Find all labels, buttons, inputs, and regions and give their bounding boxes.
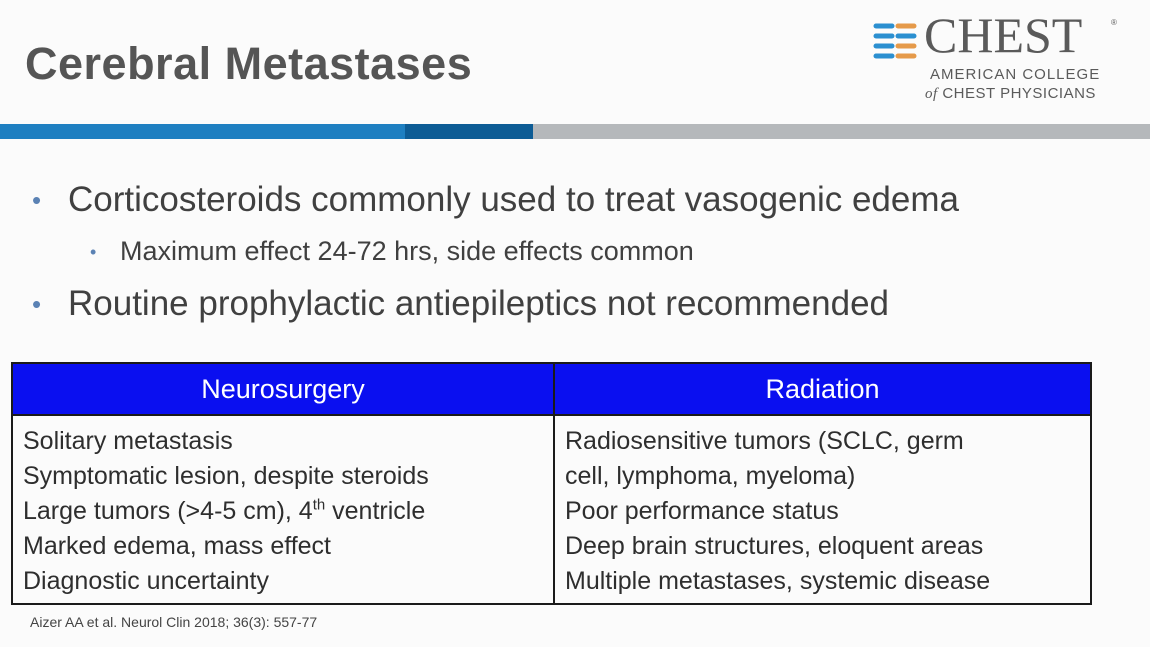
radiation-item: Multiple metastases, systemic disease: [565, 567, 991, 595]
neurosurgery-item: Marked edema, mass effect: [23, 532, 332, 560]
logo-of: of: [925, 86, 938, 102]
neurosurgery-item-part: ventricle: [325, 497, 426, 525]
bullet-text: Corticosteroids commonly used to treat vasogenic edema: [68, 180, 959, 219]
chest-logo-mark-icon: [872, 20, 918, 64]
sub-bullet-text: Maximum effect 24-72 hrs, side effects common: [120, 236, 694, 266]
chest-logo: [872, 7, 1122, 106]
logo-wordmark: CHEST: [924, 7, 1083, 63]
header-radiation: Radiation: [554, 363, 1091, 415]
bullet-text: Routine prophylactic antiepileptics not recommended: [68, 284, 890, 323]
accent-bar-gray: [533, 124, 1150, 139]
radiation-item: Poor performance status: [565, 497, 839, 525]
logo-subtitle-line2: [925, 85, 1096, 103]
neurosurgery-item: [23, 494, 543, 529]
radiation-item: Deep brain structures, eloquent areas: [565, 532, 984, 560]
accent-bar-dark-blue: [405, 124, 533, 139]
table-row: [12, 415, 1091, 604]
logo-subtitle-line2-rest: CHEST PHYSICIANS: [942, 85, 1096, 102]
radiation-cell: [554, 415, 1091, 604]
logo-registered-mark: ®: [1111, 18, 1117, 27]
header-neurosurgery: Neurosurgery: [12, 363, 554, 415]
logo-subtitle-line1: AMERICAN COLLEGE: [930, 66, 1101, 83]
neurosurgery-item: Solitary metastasis: [23, 427, 233, 455]
radiation-item: Radiosensitive tumors (SCLC, germ: [565, 427, 964, 455]
sub-bullet-dot-icon: •: [90, 242, 97, 262]
neurosurgery-item-part: Large tumors (>4-5 cm), 4: [23, 497, 313, 525]
neurosurgery-item: Symptomatic lesion, despite steroids: [23, 462, 429, 490]
citation: Aizer AA et al. Neurol Clin 2018; 36(3): 557-77: [30, 614, 318, 630]
bullet-dot-icon: •: [32, 289, 42, 319]
sub-bullet-item: [90, 236, 694, 267]
accent-bar-blue: [0, 124, 405, 139]
bullet-item: [32, 284, 890, 324]
radiation-item: cell, lymphoma, myeloma): [565, 462, 856, 490]
table-header-row: [12, 363, 1091, 415]
ordinal-suffix: th: [312, 496, 326, 514]
bullet-dot-icon: •: [32, 185, 42, 215]
slide-title: Cerebral Metastases: [25, 38, 473, 89]
neurosurgery-cell: [12, 415, 554, 604]
bullet-item: [32, 180, 959, 220]
neurosurgery-item: Diagnostic uncertainty: [23, 567, 269, 595]
comparison-table: [11, 362, 1092, 605]
